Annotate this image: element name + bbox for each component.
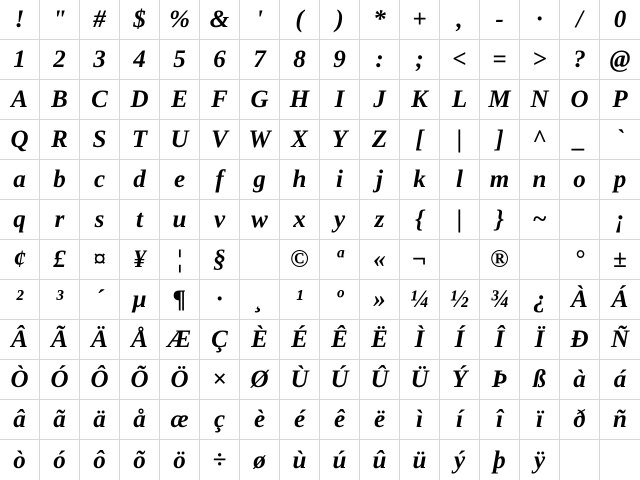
glyph-cell[interactable]: Ë xyxy=(360,320,400,360)
glyph-cell[interactable]: ¤ xyxy=(80,240,120,280)
glyph-cell[interactable]: > xyxy=(520,40,560,80)
glyph-cell[interactable]: Ã xyxy=(40,320,80,360)
glyph-cell[interactable] xyxy=(240,240,280,280)
glyph-cell[interactable]: ä xyxy=(80,400,120,440)
glyph-cell[interactable]: m xyxy=(480,160,520,200)
glyph-cell[interactable]: f xyxy=(200,160,240,200)
glyph-cell[interactable]: D xyxy=(120,80,160,120)
glyph-cell[interactable]: ´ xyxy=(80,280,120,320)
glyph-cell[interactable]: ½ xyxy=(440,280,480,320)
glyph-cell[interactable]: U xyxy=(160,120,200,160)
glyph-cell[interactable]: ø xyxy=(240,440,280,480)
glyph-cell[interactable]: © xyxy=(280,240,320,280)
glyph-cell[interactable]: Æ xyxy=(160,320,200,360)
glyph-cell[interactable]: ¿ xyxy=(520,280,560,320)
glyph-cell[interactable]: J xyxy=(360,80,400,120)
glyph-cell[interactable]: [ xyxy=(400,120,440,160)
glyph-cell[interactable]: Ý xyxy=(440,360,480,400)
glyph-cell[interactable]: ó xyxy=(40,440,80,480)
glyph-cell[interactable]: E xyxy=(160,80,200,120)
glyph-cell[interactable]: L xyxy=(440,80,480,120)
glyph-cell[interactable]: § xyxy=(200,240,240,280)
glyph-cell[interactable]: k xyxy=(400,160,440,200)
glyph-cell[interactable]: e xyxy=(160,160,200,200)
glyph-cell[interactable]: - xyxy=(480,0,520,40)
glyph-cell[interactable]: ³ xyxy=(40,280,80,320)
glyph-cell[interactable]: 7 xyxy=(240,40,280,80)
glyph-cell[interactable]: á xyxy=(600,360,640,400)
glyph-cell[interactable]: l xyxy=(440,160,480,200)
glyph-cell[interactable]: 0 xyxy=(600,0,640,40)
glyph-cell[interactable]: ¸ xyxy=(240,280,280,320)
glyph-cell[interactable]: Ò xyxy=(0,360,40,400)
glyph-cell[interactable]: Ê xyxy=(320,320,360,360)
glyph-cell[interactable]: O xyxy=(560,80,600,120)
glyph-cell[interactable]: º xyxy=(320,280,360,320)
glyph-cell[interactable]: q xyxy=(0,200,40,240)
glyph-cell[interactable]: Q xyxy=(0,120,40,160)
glyph-cell[interactable]: ± xyxy=(600,240,640,280)
glyph-cell[interactable]: 5 xyxy=(160,40,200,80)
glyph-cell[interactable]: è xyxy=(240,400,280,440)
glyph-cell[interactable]: K xyxy=(400,80,440,120)
glyph-cell[interactable]: p xyxy=(600,160,640,200)
glyph-cell[interactable]: ² xyxy=(0,280,40,320)
glyph-cell[interactable]: ò xyxy=(0,440,40,480)
glyph-cell[interactable]: « xyxy=(360,240,400,280)
glyph-cell[interactable]: þ xyxy=(480,440,520,480)
glyph-cell[interactable]: 8 xyxy=(280,40,320,80)
glyph-cell[interactable]: g xyxy=(240,160,280,200)
glyph-cell[interactable]: M xyxy=(480,80,520,120)
glyph-cell[interactable]: ® xyxy=(480,240,520,280)
glyph-cell[interactable]: | xyxy=(440,120,480,160)
glyph-cell[interactable]: b xyxy=(40,160,80,200)
glyph-cell[interactable]: r xyxy=(40,200,80,240)
glyph-cell[interactable]: 9 xyxy=(320,40,360,80)
glyph-cell[interactable]: ù xyxy=(280,440,320,480)
glyph-cell[interactable]: Ö xyxy=(160,360,200,400)
glyph-cell[interactable]: õ xyxy=(120,440,160,480)
glyph-cell[interactable]: F xyxy=(200,80,240,120)
glyph-cell[interactable]: £ xyxy=(40,240,80,280)
glyph-cell[interactable]: V xyxy=(200,120,240,160)
glyph-cell[interactable]: Å xyxy=(120,320,160,360)
glyph-cell[interactable]: ñ xyxy=(600,400,640,440)
glyph-cell[interactable]: × xyxy=(200,360,240,400)
glyph-cell[interactable]: } xyxy=(480,200,520,240)
glyph-cell[interactable]: · xyxy=(200,280,240,320)
glyph-cell[interactable]: z xyxy=(360,200,400,240)
glyph-cell[interactable]: | xyxy=(440,200,480,240)
glyph-cell[interactable]: ê xyxy=(320,400,360,440)
glyph-cell[interactable] xyxy=(560,200,600,240)
glyph-cell[interactable]: Ô xyxy=(80,360,120,400)
glyph-cell[interactable]: å xyxy=(120,400,160,440)
glyph-cell[interactable]: i xyxy=(320,160,360,200)
glyph-cell[interactable]: Ï xyxy=(520,320,560,360)
glyph-cell[interactable]: d xyxy=(120,160,160,200)
glyph-cell[interactable]: ¢ xyxy=(0,240,40,280)
glyph-cell[interactable]: I xyxy=(320,80,360,120)
glyph-cell[interactable]: Í xyxy=(440,320,480,360)
glyph-cell[interactable] xyxy=(440,240,480,280)
glyph-cell[interactable]: y xyxy=(320,200,360,240)
glyph-cell[interactable]: ÷ xyxy=(200,440,240,480)
glyph-cell[interactable]: é xyxy=(280,400,320,440)
glyph-cell[interactable]: ^ xyxy=(520,120,560,160)
glyph-cell[interactable]: ¥ xyxy=(120,240,160,280)
glyph-cell[interactable]: s xyxy=(80,200,120,240)
glyph-cell[interactable]: Î xyxy=(480,320,520,360)
glyph-cell[interactable]: ú xyxy=(320,440,360,480)
glyph-cell[interactable]: à xyxy=(560,360,600,400)
glyph-cell[interactable]: A xyxy=(0,80,40,120)
glyph-cell[interactable]: Ð xyxy=(560,320,600,360)
glyph-cell[interactable]: T xyxy=(120,120,160,160)
glyph-cell[interactable]: o xyxy=(560,160,600,200)
glyph-cell[interactable]: ¾ xyxy=(480,280,520,320)
glyph-cell[interactable]: Ì xyxy=(400,320,440,360)
glyph-cell[interactable]: " xyxy=(40,0,80,40)
glyph-cell[interactable]: ° xyxy=(560,240,600,280)
glyph-cell[interactable]: Ç xyxy=(200,320,240,360)
glyph-cell[interactable] xyxy=(600,440,640,480)
glyph-cell[interactable]: u xyxy=(160,200,200,240)
glyph-cell[interactable]: Ñ xyxy=(600,320,640,360)
glyph-cell[interactable]: ¡ xyxy=(600,200,640,240)
glyph-cell[interactable]: ÿ xyxy=(520,440,560,480)
glyph-cell[interactable]: ¼ xyxy=(400,280,440,320)
glyph-cell[interactable]: + xyxy=(400,0,440,40)
glyph-cell[interactable]: ë xyxy=(360,400,400,440)
glyph-cell[interactable]: ] xyxy=(480,120,520,160)
glyph-cell[interactable]: Ø xyxy=(240,360,280,400)
glyph-cell[interactable]: 2 xyxy=(40,40,80,80)
glyph-cell[interactable]: ¹ xyxy=(280,280,320,320)
glyph-cell[interactable]: X xyxy=(280,120,320,160)
glyph-cell[interactable]: n xyxy=(520,160,560,200)
glyph-cell[interactable]: Ü xyxy=(400,360,440,400)
glyph-cell[interactable]: ` xyxy=(600,120,640,160)
glyph-cell[interactable]: B xyxy=(40,80,80,120)
glyph-cell[interactable]: É xyxy=(280,320,320,360)
glyph-cell[interactable]: ! xyxy=(0,0,40,40)
glyph-cell[interactable]: ô xyxy=(80,440,120,480)
glyph-cell[interactable]: ? xyxy=(560,40,600,80)
glyph-cell[interactable]: W xyxy=(240,120,280,160)
glyph-cell[interactable]: ( xyxy=(280,0,320,40)
glyph-cell[interactable]: w xyxy=(240,200,280,240)
glyph-cell[interactable]: Ù xyxy=(280,360,320,400)
glyph-cell[interactable]: ¬ xyxy=(400,240,440,280)
glyph-cell[interactable]: # xyxy=(80,0,120,40)
glyph-cell[interactable]: ) xyxy=(320,0,360,40)
glyph-cell[interactable]: = xyxy=(480,40,520,80)
glyph-cell[interactable]: R xyxy=(40,120,80,160)
glyph-cell[interactable]: % xyxy=(160,0,200,40)
glyph-cell[interactable]: S xyxy=(80,120,120,160)
glyph-cell[interactable]: Á xyxy=(600,280,640,320)
glyph-cell[interactable]: ì xyxy=(400,400,440,440)
glyph-cell[interactable]: $ xyxy=(120,0,160,40)
glyph-cell[interactable]: ö xyxy=(160,440,200,480)
glyph-cell[interactable]: N xyxy=(520,80,560,120)
glyph-cell[interactable]: v xyxy=(200,200,240,240)
glyph-cell[interactable]: 3 xyxy=(80,40,120,80)
glyph-cell[interactable]: · xyxy=(520,0,560,40)
glyph-cell[interactable]: ¶ xyxy=(160,280,200,320)
glyph-cell[interactable]: < xyxy=(440,40,480,80)
glyph-cell[interactable]: û xyxy=(360,440,400,480)
glyph-cell[interactable]: & xyxy=(200,0,240,40)
glyph-cell[interactable]: x xyxy=(280,200,320,240)
glyph-cell[interactable]: Õ xyxy=(120,360,160,400)
glyph-cell[interactable]: À xyxy=(560,280,600,320)
glyph-cell[interactable]: ý xyxy=(440,440,480,480)
glyph-cell[interactable]: ' xyxy=(240,0,280,40)
glyph-cell[interactable]: G xyxy=(240,80,280,120)
glyph-cell[interactable]: Û xyxy=(360,360,400,400)
glyph-cell[interactable]: í xyxy=(440,400,480,440)
glyph-cell[interactable]: c xyxy=(80,160,120,200)
glyph-cell[interactable]: â xyxy=(0,400,40,440)
glyph-cell[interactable]: ¦ xyxy=(160,240,200,280)
glyph-cell[interactable]: ~ xyxy=(520,200,560,240)
glyph-cell[interactable]: æ xyxy=(160,400,200,440)
glyph-cell[interactable]: _ xyxy=(560,120,600,160)
glyph-cell[interactable]: Z xyxy=(360,120,400,160)
glyph-cell[interactable]: 4 xyxy=(120,40,160,80)
glyph-cell[interactable]: Ó xyxy=(40,360,80,400)
glyph-cell[interactable]: t xyxy=(120,200,160,240)
glyph-cell[interactable]: C xyxy=(80,80,120,120)
glyph-cell[interactable]: ª xyxy=(320,240,360,280)
glyph-cell[interactable]: / xyxy=(560,0,600,40)
glyph-cell[interactable]: Â xyxy=(0,320,40,360)
glyph-cell[interactable]: ï xyxy=(520,400,560,440)
glyph-cell[interactable]: ü xyxy=(400,440,440,480)
glyph-cell[interactable]: ã xyxy=(40,400,80,440)
glyph-cell[interactable]: 6 xyxy=(200,40,240,80)
glyph-cell[interactable]: , xyxy=(440,0,480,40)
glyph-cell[interactable]: Y xyxy=(320,120,360,160)
glyph-cell[interactable]: ß xyxy=(520,360,560,400)
glyph-cell[interactable]: Ä xyxy=(80,320,120,360)
glyph-cell[interactable]: h xyxy=(280,160,320,200)
glyph-cell[interactable]: È xyxy=(240,320,280,360)
glyph-cell[interactable]: { xyxy=(400,200,440,240)
glyph-cell[interactable]: ð xyxy=(560,400,600,440)
glyph-cell[interactable]: H xyxy=(280,80,320,120)
glyph-cell[interactable]: î xyxy=(480,400,520,440)
glyph-cell[interactable]: : xyxy=(360,40,400,80)
glyph-cell[interactable]: » xyxy=(360,280,400,320)
glyph-cell[interactable] xyxy=(520,240,560,280)
glyph-cell[interactable]: j xyxy=(360,160,400,200)
glyph-cell[interactable]: * xyxy=(360,0,400,40)
glyph-cell[interactable]: Ú xyxy=(320,360,360,400)
glyph-cell[interactable]: 1 xyxy=(0,40,40,80)
glyph-cell[interactable]: P xyxy=(600,80,640,120)
glyph-cell[interactable]: ç xyxy=(200,400,240,440)
glyph-cell[interactable] xyxy=(560,440,600,480)
glyph-cell[interactable]: @ xyxy=(600,40,640,80)
glyph-cell[interactable]: a xyxy=(0,160,40,200)
glyph-cell[interactable]: Þ xyxy=(480,360,520,400)
glyph-cell[interactable]: µ xyxy=(120,280,160,320)
glyph-cell[interactable]: ; xyxy=(400,40,440,80)
